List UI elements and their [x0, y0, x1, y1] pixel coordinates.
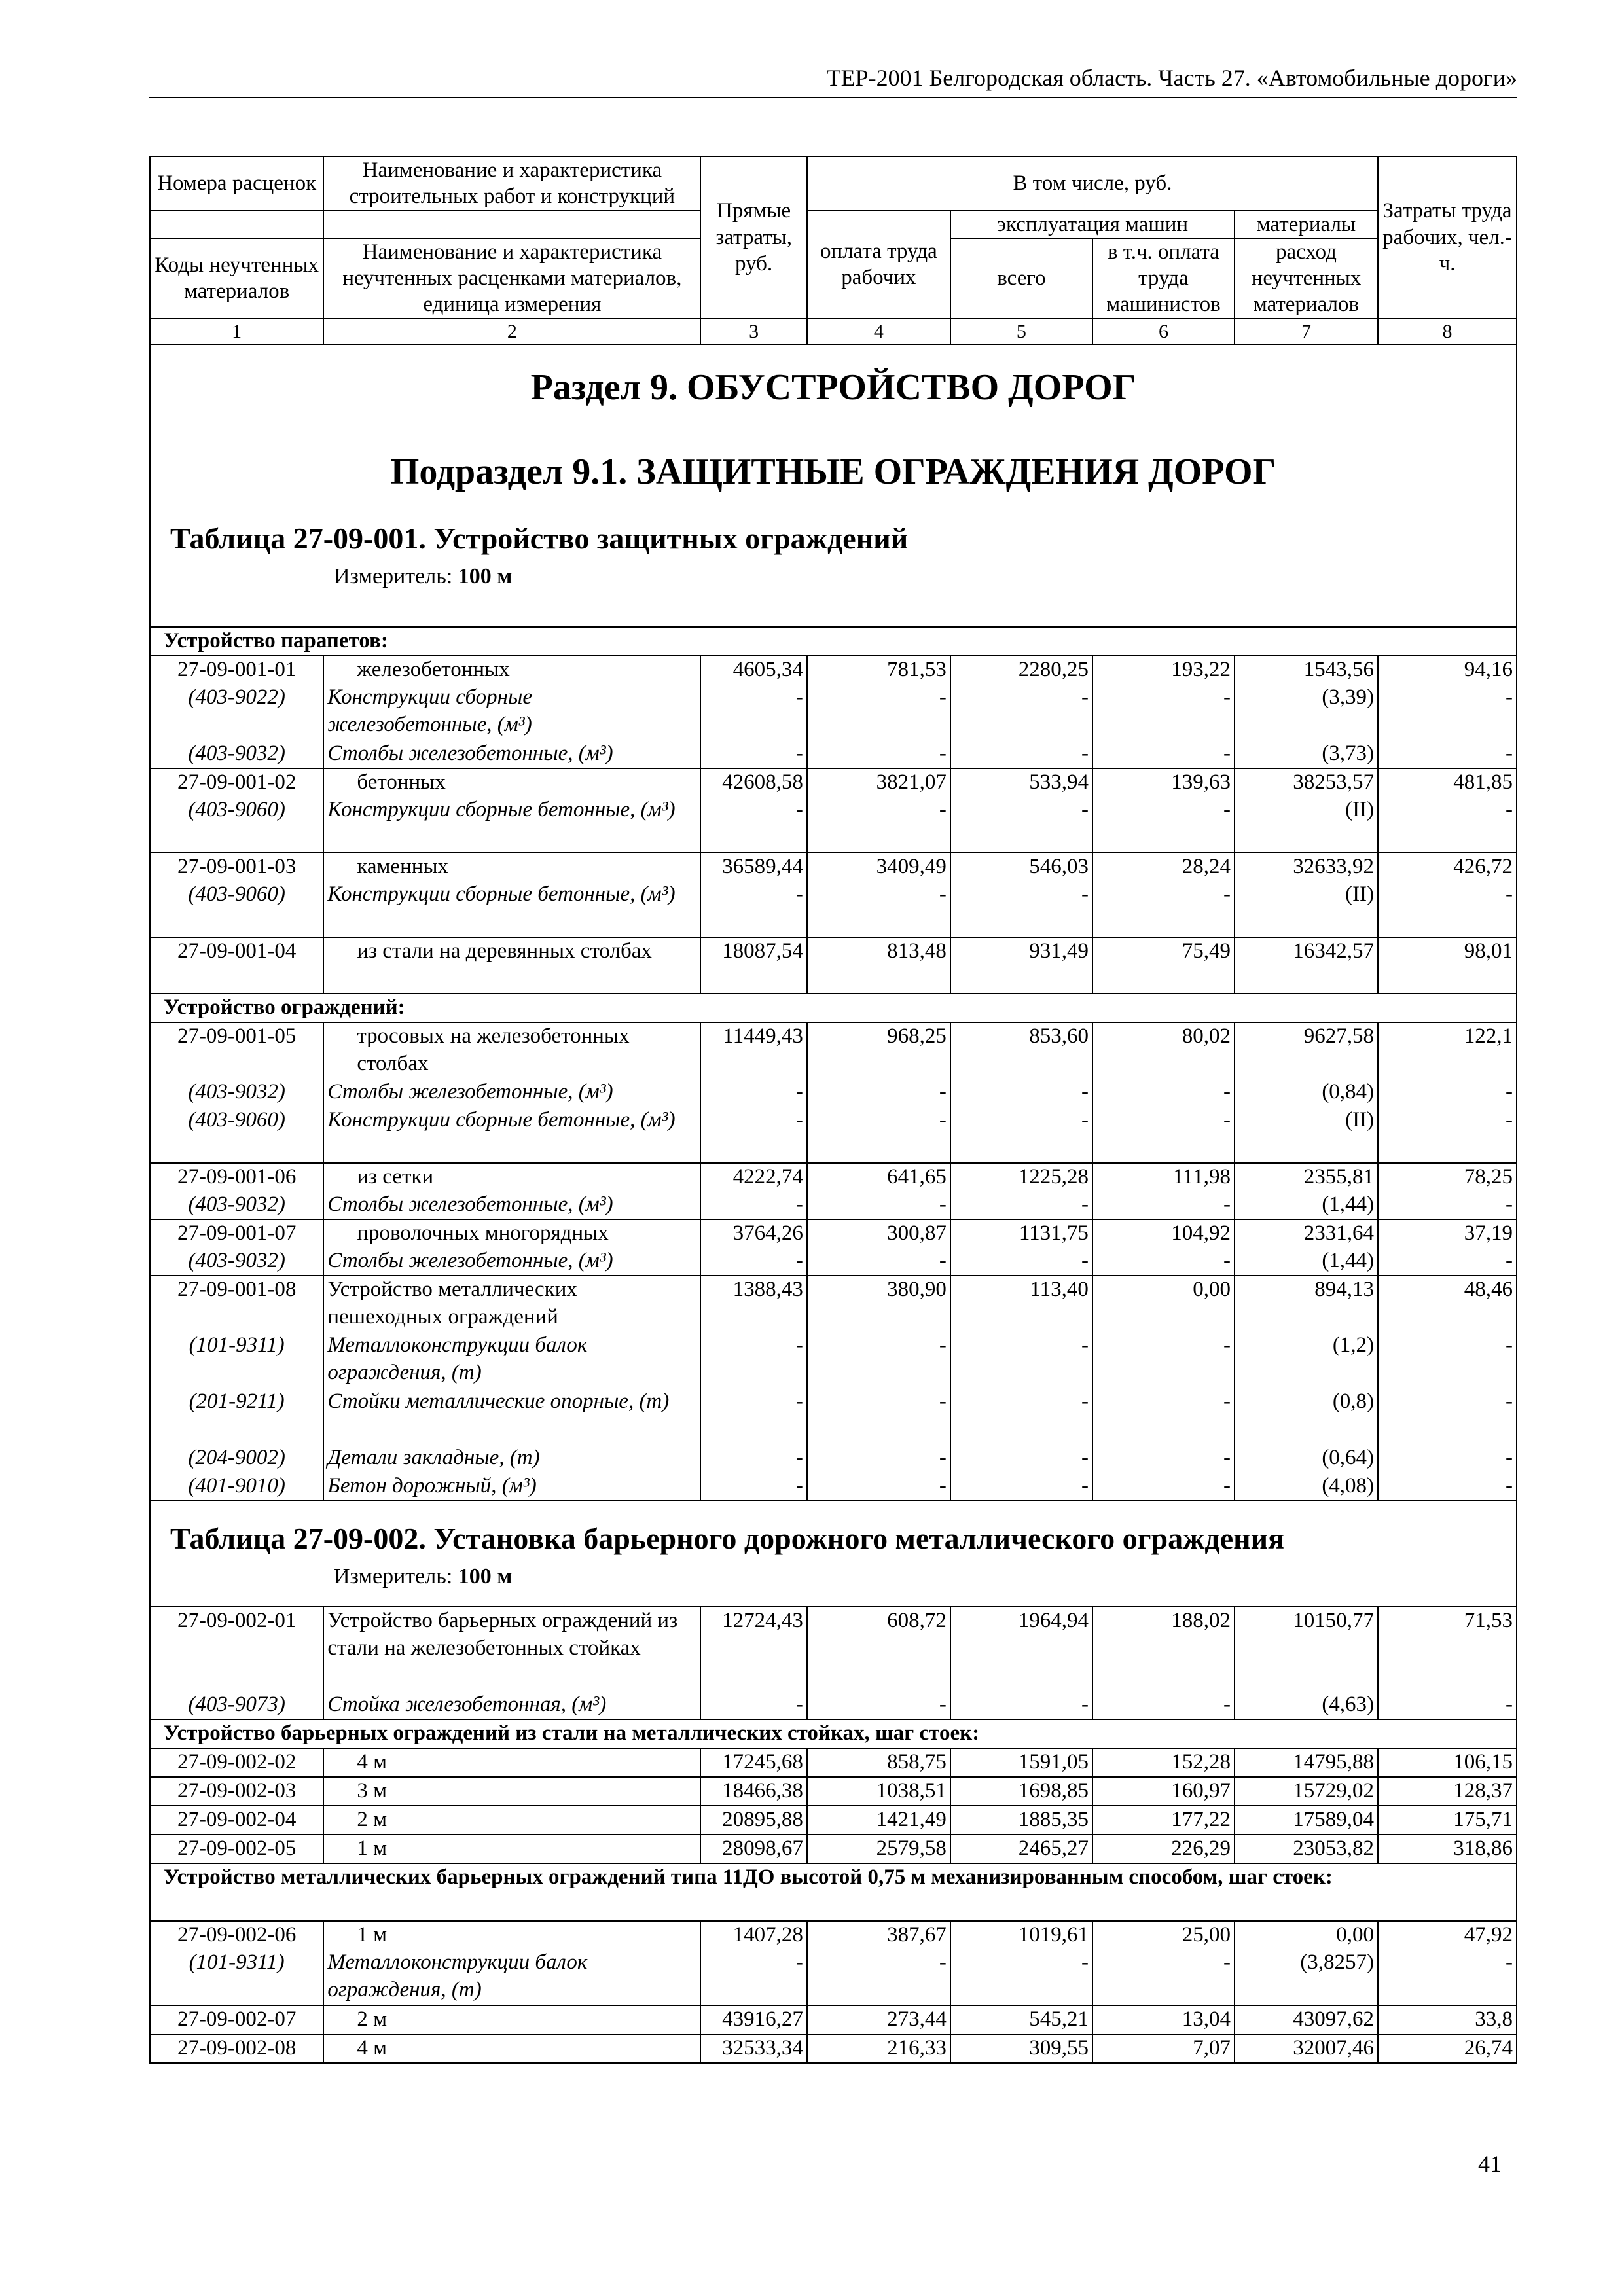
cell-labor-hours: 128,37 — [1378, 1777, 1517, 1806]
material-name: Бетон дорожный, (м³) — [323, 1473, 700, 1501]
col-number: 3 — [700, 319, 807, 345]
rate-code: 27-09-001-05 — [150, 1022, 323, 1079]
cell-machinist-pay: 0,00 — [1092, 1276, 1235, 1332]
rate-code: 27-09-001-06 — [150, 1163, 323, 1191]
material-name: Детали закладные, (т) — [323, 1444, 700, 1473]
cell-materials: 9627,58 — [1235, 1022, 1378, 1079]
cell-labor-pay: - — [807, 1191, 950, 1219]
rate-code: 27-09-001-02 — [150, 768, 323, 797]
cell-machines-total: 545,21 — [950, 2005, 1092, 2034]
cell-materials: (0,64) — [1235, 1444, 1378, 1473]
rate-code: 27-09-002-04 — [150, 1806, 323, 1835]
cell-machinist-pay: - — [1092, 1388, 1235, 1444]
group-heading: Устройство металлических барьерных ограждений типа 11ДО высотой 0,75 м механизированным способом, шаг стоек: — [150, 1863, 1517, 1921]
cell-labor-hours: - — [1378, 1444, 1517, 1473]
header-col8: Затраты труда рабочих, чел.-ч. — [1378, 156, 1517, 319]
group-heading: Устройство барьерных ограждений из стали на металлических стойках, шаг стоек: — [150, 1719, 1517, 1748]
rate-name: 1 м — [323, 1921, 700, 1949]
cell-direct-cost: 1407,28 — [700, 1921, 807, 1949]
rate-name: проволочных многорядных — [323, 1219, 700, 1247]
section-title: Раздел 9. ОБУСТРОЙСТВО ДОРОГ — [530, 367, 1136, 408]
cell-labor-hours: 71,53 — [1378, 1607, 1517, 1691]
cell-machines-total: 546,03 — [950, 853, 1092, 881]
cell-labor-hours: - — [1378, 881, 1517, 937]
cell-labor-pay: - — [807, 1388, 950, 1444]
rate-name: 2 м — [323, 2005, 700, 2034]
cell-labor-pay: - — [807, 1332, 950, 1388]
cell-labor-pay: - — [807, 797, 950, 853]
cell-labor-hours: - — [1378, 1691, 1517, 1719]
rate-name: бетонных — [323, 768, 700, 797]
cell-materials: (3,39) — [1235, 684, 1378, 740]
header-group-machines: эксплуатация машин — [950, 211, 1235, 238]
header-col1-top: Номера расценок — [150, 156, 323, 211]
cell-materials: 43097,62 — [1235, 2005, 1378, 2034]
material-code: (403-9032) — [150, 1247, 323, 1276]
cell-labor-hours: - — [1378, 1191, 1517, 1219]
cell-labor-hours: 94,16 — [1378, 656, 1517, 684]
cell-direct-cost: - — [700, 1444, 807, 1473]
rate-name: из сетки — [323, 1163, 700, 1191]
cell-direct-cost: 11449,43 — [700, 1022, 807, 1079]
material-name: Столбы железобетонные, (м³) — [323, 1079, 700, 1107]
cell-labor-hours: - — [1378, 1388, 1517, 1444]
cell-labor-pay: 781,53 — [807, 656, 950, 684]
cell-machinist-pay: - — [1092, 1107, 1235, 1163]
cell-materials: (II) — [1235, 797, 1378, 853]
cell-machines-total: - — [950, 1691, 1092, 1719]
cell-labor-hours: 33,8 — [1378, 2005, 1517, 2034]
cell-direct-cost: - — [700, 1247, 807, 1276]
cell-materials: 17589,04 — [1235, 1806, 1378, 1835]
cell-machines-total: - — [950, 1107, 1092, 1163]
material-code: (403-9060) — [150, 797, 323, 853]
material-code: (403-9060) — [150, 1107, 323, 1163]
material-name: Столбы железобетонные, (м³) — [323, 740, 700, 768]
col-number: 5 — [950, 319, 1092, 345]
rate-code: 27-09-001-01 — [150, 656, 323, 684]
rate-name: Устройство металлических пешеходных ограждений — [323, 1276, 700, 1332]
table1-meter: Измеритель: 100 м — [334, 564, 513, 589]
cell-labor-hours: - — [1378, 1332, 1517, 1388]
subsection-title: Подраздел 9.1. ЗАЩИТНЫЕ ОГРАЖДЕНИЯ ДОРОГ — [390, 451, 1276, 492]
cell-labor-pay: - — [807, 1444, 950, 1473]
cell-machines-total: 2465,27 — [950, 1835, 1092, 1863]
material-code: (403-9032) — [150, 1079, 323, 1107]
header-col3: Прямые затраты, руб. — [700, 156, 807, 319]
cell-machines-total: - — [950, 1473, 1092, 1501]
rate-code: 27-09-002-03 — [150, 1777, 323, 1806]
cell-machinist-pay: 152,28 — [1092, 1748, 1235, 1777]
material-code: (403-9073) — [150, 1691, 323, 1719]
cell-materials: (II) — [1235, 881, 1378, 937]
cell-machinist-pay: - — [1092, 1949, 1235, 2005]
cell-machines-total: 853,60 — [950, 1022, 1092, 1079]
cell-machinist-pay: 193,22 — [1092, 656, 1235, 684]
cell-machinist-pay: - — [1092, 1691, 1235, 1719]
rate-name: железобетонных — [323, 656, 700, 684]
material-name: Металлоконструкции балок ограждения, (т) — [323, 1332, 700, 1388]
cell-direct-cost: - — [700, 1691, 807, 1719]
cell-direct-cost: 17245,68 — [700, 1748, 807, 1777]
cell-materials: 14795,88 — [1235, 1748, 1378, 1777]
rate-code: 27-09-002-08 — [150, 2034, 323, 2063]
cell-direct-cost: 36589,44 — [700, 853, 807, 881]
material-name: Столбы железобетонные, (м³) — [323, 1191, 700, 1219]
material-code: (101-9311) — [150, 1332, 323, 1388]
rate-code: 27-09-002-01 — [150, 1607, 323, 1691]
cell-labor-pay: 813,48 — [807, 937, 950, 994]
cell-labor-hours: 106,15 — [1378, 1748, 1517, 1777]
material-code: (403-9032) — [150, 740, 323, 768]
cell-materials: 2355,81 — [1235, 1163, 1378, 1191]
cell-machines-total: - — [950, 1247, 1092, 1276]
material-code: (403-9060) — [150, 881, 323, 937]
rate-code: 27-09-001-03 — [150, 853, 323, 881]
material-code: (204-9002) — [150, 1444, 323, 1473]
cell-materials: (1,2) — [1235, 1332, 1378, 1388]
rate-code: 27-09-002-05 — [150, 1835, 323, 1863]
rate-name: Устройство барьерных ограждений из стали на железобетонных стойках — [323, 1607, 700, 1691]
cell-labor-hours: - — [1378, 1949, 1517, 2005]
material-name: Конструкции сборные бетонные, (м³) — [323, 881, 700, 937]
cell-machinist-pay: 226,29 — [1092, 1835, 1235, 1863]
cell-machinist-pay: - — [1092, 1332, 1235, 1388]
cell-machinist-pay: - — [1092, 684, 1235, 740]
cell-machines-total: 533,94 — [950, 768, 1092, 797]
material-name: Столбы железобетонные, (м³) — [323, 1247, 700, 1276]
cell-direct-cost: 3764,26 — [700, 1219, 807, 1247]
cell-machinist-pay: - — [1092, 1191, 1235, 1219]
table2-banner — [150, 1501, 1517, 1607]
cell-labor-pay: 216,33 — [807, 2034, 950, 2063]
header-group-materials: материалы — [1235, 211, 1378, 238]
material-name: Конструкции сборные бетонные, (м³) — [323, 797, 700, 853]
cell-machines-total: - — [950, 740, 1092, 768]
cell-machinist-pay: - — [1092, 1444, 1235, 1473]
cell-machines-total: - — [950, 1079, 1092, 1107]
cell-direct-cost: - — [700, 1949, 807, 2005]
cell-materials: (II) — [1235, 1107, 1378, 1163]
cell-labor-pay: 273,44 — [807, 2005, 950, 2034]
cell-labor-hours: - — [1378, 1473, 1517, 1501]
header-col1-bottom: Коды неучтенных материалов — [150, 238, 323, 319]
cell-machines-total: 1131,75 — [950, 1219, 1092, 1247]
cell-machinist-pay: 13,04 — [1092, 2005, 1235, 2034]
material-name: Конструкции сборные бетонные, (м³) — [323, 1107, 700, 1163]
cell-materials: (3,73) — [1235, 740, 1378, 768]
cell-machinist-pay: 80,02 — [1092, 1022, 1235, 1079]
cell-machinist-pay: - — [1092, 1079, 1235, 1107]
table2-meter: Измеритель: 100 м — [334, 1564, 513, 1589]
cell-materials: 10150,77 — [1235, 1607, 1378, 1691]
rate-code: 27-09-002-07 — [150, 2005, 323, 2034]
col-number: 8 — [1378, 319, 1517, 345]
cell-machines-total: 1591,05 — [950, 1748, 1092, 1777]
cell-labor-pay: 3821,07 — [807, 768, 950, 797]
cell-labor-hours: 47,92 — [1378, 1921, 1517, 1949]
col-number: 1 — [150, 319, 323, 345]
cell-materials: 32007,46 — [1235, 2034, 1378, 2063]
cell-machinist-pay: 177,22 — [1092, 1806, 1235, 1835]
cell-machines-total: 1225,28 — [950, 1163, 1092, 1191]
cell-direct-cost: 42608,58 — [700, 768, 807, 797]
cell-direct-cost: 18466,38 — [700, 1777, 807, 1806]
cell-direct-cost: - — [700, 1107, 807, 1163]
cell-labor-hours: 481,85 — [1378, 768, 1517, 797]
rate-name: 4 м — [323, 2034, 700, 2063]
rate-name: 3 м — [323, 1777, 700, 1806]
cell-labor-hours: 318,86 — [1378, 1835, 1517, 1863]
cell-machinist-pay: 75,49 — [1092, 937, 1235, 994]
cell-direct-cost: - — [700, 797, 807, 853]
cell-direct-cost: 12724,43 — [700, 1607, 807, 1691]
group-heading: Устройство ограждений: — [150, 994, 1517, 1022]
cell-labor-pay: 1421,49 — [807, 1806, 950, 1835]
header-rule — [149, 97, 1517, 98]
cell-labor-pay: 3409,49 — [807, 853, 950, 881]
table2-title: Таблица 27-09-002. Установка барьерного дорожного металлического ограждения — [170, 1522, 1284, 1556]
material-code: (401-9010) — [150, 1473, 323, 1501]
cell-machinist-pay: 7,07 — [1092, 2034, 1235, 2063]
cell-machines-total: - — [950, 1332, 1092, 1388]
cell-labor-pay: 380,90 — [807, 1276, 950, 1332]
rate-code: 27-09-002-06 — [150, 1921, 323, 1949]
cell-machines-total: 1019,61 — [950, 1921, 1092, 1949]
cell-labor-hours: 122,1 — [1378, 1022, 1517, 1079]
section-banner — [150, 344, 1517, 627]
cell-machines-total: - — [950, 1444, 1092, 1473]
cell-labor-pay: - — [807, 740, 950, 768]
material-name: Конструкции сборные железобетонные, (м³) — [323, 684, 700, 740]
cell-labor-hours: - — [1378, 1079, 1517, 1107]
rate-name: из стали на деревянных столбах — [323, 937, 700, 994]
cell-direct-cost: 43916,27 — [700, 2005, 807, 2034]
material-name: Стойки металлические опорные, (т) — [323, 1388, 700, 1444]
cell-labor-hours: - — [1378, 1107, 1517, 1163]
cell-materials: 38253,57 — [1235, 768, 1378, 797]
rate-name: 2 м — [323, 1806, 700, 1835]
cell-labor-pay: - — [807, 1691, 950, 1719]
cell-direct-cost: - — [700, 1079, 807, 1107]
cell-labor-pay: 2579,58 — [807, 1835, 950, 1863]
cell-machines-total: 309,55 — [950, 2034, 1092, 2063]
cell-materials: 1543,56 — [1235, 656, 1378, 684]
cell-machinist-pay: 104,92 — [1092, 1219, 1235, 1247]
cell-materials: 2331,64 — [1235, 1219, 1378, 1247]
cell-materials: 16342,57 — [1235, 937, 1378, 994]
rate-code: 27-09-001-07 — [150, 1219, 323, 1247]
cell-machinist-pay: 28,24 — [1092, 853, 1235, 881]
cell-direct-cost: 1388,43 — [700, 1276, 807, 1332]
cell-labor-hours: 37,19 — [1378, 1219, 1517, 1247]
cell-materials: (0,84) — [1235, 1079, 1378, 1107]
cell-labor-hours: 175,71 — [1378, 1806, 1517, 1835]
cell-machinist-pay: 188,02 — [1092, 1607, 1235, 1691]
rate-code: 27-09-001-04 — [150, 937, 323, 994]
cell-labor-pay: 641,65 — [807, 1163, 950, 1191]
cell-direct-cost: 20895,88 — [700, 1806, 807, 1835]
cell-labor-pay: 1038,51 — [807, 1777, 950, 1806]
cell-machines-total: - — [950, 1388, 1092, 1444]
table1-title: Таблица 27-09-001. Устройство защитных ограждений — [170, 522, 909, 556]
cell-materials: 0,00 — [1235, 1921, 1378, 1949]
material-code: (201-9211) — [150, 1388, 323, 1444]
cell-machinist-pay: - — [1092, 881, 1235, 937]
cell-direct-cost: - — [700, 1473, 807, 1501]
cell-direct-cost: 18087,54 — [700, 937, 807, 994]
rate-code: 27-09-001-08 — [150, 1276, 323, 1332]
material-code: (403-9032) — [150, 1191, 323, 1219]
rate-name: каменных — [323, 853, 700, 881]
cell-machines-total: - — [950, 797, 1092, 853]
material-code: (101-9311) — [150, 1949, 323, 2005]
cell-materials: 32633,92 — [1235, 853, 1378, 881]
header-group-incl: В том числе, руб. — [807, 156, 1378, 211]
rate-name: 4 м — [323, 1748, 700, 1777]
cell-materials: 23053,82 — [1235, 1835, 1378, 1863]
cell-direct-cost: 28098,67 — [700, 1835, 807, 1863]
cell-labor-pay: 387,67 — [807, 1921, 950, 1949]
running-header: ТЕР-2001 Белгородская область. Часть 27. «Автомобильные дороги» — [826, 65, 1517, 91]
cell-machinist-pay: 111,98 — [1092, 1163, 1235, 1191]
cell-direct-cost: - — [700, 881, 807, 937]
cell-materials: (4,08) — [1235, 1473, 1378, 1501]
rate-name: 1 м — [323, 1835, 700, 1863]
col-number: 6 — [1092, 319, 1235, 345]
cell-machines-total: 1698,85 — [950, 1777, 1092, 1806]
header-col7: расход неучтенных материалов — [1235, 238, 1378, 319]
col-number: 2 — [323, 319, 700, 345]
cell-machinist-pay: 160,97 — [1092, 1777, 1235, 1806]
cell-labor-pay: 858,75 — [807, 1748, 950, 1777]
rate-name: тросовых на железобетонных столбах — [323, 1022, 700, 1079]
cell-labor-hours: 26,74 — [1378, 2034, 1517, 2063]
header-col2-bottom: Наименование и характеристика неучтенных расценками материалов, единица измерения — [323, 238, 700, 319]
header-col5: всего — [950, 238, 1092, 319]
cell-direct-cost: - — [700, 740, 807, 768]
cell-labor-pay: 968,25 — [807, 1022, 950, 1079]
cell-machinist-pay: - — [1092, 797, 1235, 853]
cell-labor-pay: 608,72 — [807, 1607, 950, 1691]
cell-machinist-pay: 25,00 — [1092, 1921, 1235, 1949]
group-heading: Устройство парапетов: — [150, 627, 1517, 656]
cell-labor-pay: - — [807, 1473, 950, 1501]
cell-machines-total: 2280,25 — [950, 656, 1092, 684]
cell-machines-total: 113,40 — [950, 1276, 1092, 1332]
cell-materials: 15729,02 — [1235, 1777, 1378, 1806]
cell-machinist-pay: - — [1092, 740, 1235, 768]
cell-materials: (3,8257) — [1235, 1949, 1378, 2005]
cell-machinist-pay: - — [1092, 1247, 1235, 1276]
cell-labor-hours: 48,46 — [1378, 1276, 1517, 1332]
cell-materials: (4,63) — [1235, 1691, 1378, 1719]
cell-direct-cost: 4605,34 — [700, 656, 807, 684]
cell-labor-pay: - — [807, 1949, 950, 2005]
cell-machines-total: - — [950, 684, 1092, 740]
cell-labor-pay: - — [807, 684, 950, 740]
cell-machines-total: 931,49 — [950, 937, 1092, 994]
cell-direct-cost: - — [700, 1332, 807, 1388]
rate-code: 27-09-002-02 — [150, 1748, 323, 1777]
cell-materials: (1,44) — [1235, 1247, 1378, 1276]
cell-labor-hours: - — [1378, 1247, 1517, 1276]
page-number: 41 — [1478, 2151, 1502, 2177]
cell-direct-cost: 32533,34 — [700, 2034, 807, 2063]
cell-labor-pay: - — [807, 1247, 950, 1276]
cell-labor-hours: 98,01 — [1378, 937, 1517, 994]
cell-materials: (0,8) — [1235, 1388, 1378, 1444]
cell-direct-cost: - — [700, 1388, 807, 1444]
header-col4: оплата труда рабочих — [807, 211, 950, 319]
cell-machines-total: - — [950, 881, 1092, 937]
cell-direct-cost: - — [700, 684, 807, 740]
cell-labor-hours: - — [1378, 684, 1517, 740]
cell-machines-total: - — [950, 1949, 1092, 2005]
cell-machinist-pay: - — [1092, 1473, 1235, 1501]
cell-labor-hours: 78,25 — [1378, 1163, 1517, 1191]
cell-materials: 894,13 — [1235, 1276, 1378, 1332]
cell-labor-hours: - — [1378, 740, 1517, 768]
material-name: Стойка железобетонная, (м³) — [323, 1691, 700, 1719]
col-number: 4 — [807, 319, 950, 345]
cell-labor-hours: - — [1378, 797, 1517, 853]
cell-labor-pay: - — [807, 1107, 950, 1163]
cell-labor-hours: 426,72 — [1378, 853, 1517, 881]
cell-machines-total: - — [950, 1191, 1092, 1219]
cell-labor-pay: 300,87 — [807, 1219, 950, 1247]
cell-labor-pay: - — [807, 881, 950, 937]
cell-direct-cost: 4222,74 — [700, 1163, 807, 1191]
cell-machinist-pay: 139,63 — [1092, 768, 1235, 797]
col-number: 7 — [1235, 319, 1378, 345]
header-col6: в т.ч. оплата труда машинистов — [1092, 238, 1235, 319]
cell-direct-cost: - — [700, 1191, 807, 1219]
material-name: Металлоконструкции балок ограждения, (т) — [323, 1949, 700, 2005]
cell-labor-pay: - — [807, 1079, 950, 1107]
cell-machines-total: 1885,35 — [950, 1806, 1092, 1835]
header-col2-top: Наименование и характеристика строительных работ и конструкций — [323, 156, 700, 211]
cell-machines-total: 1964,94 — [950, 1607, 1092, 1691]
cell-materials: (1,44) — [1235, 1191, 1378, 1219]
material-code: (403-9022) — [150, 684, 323, 740]
rates-table — [149, 156, 1517, 2064]
